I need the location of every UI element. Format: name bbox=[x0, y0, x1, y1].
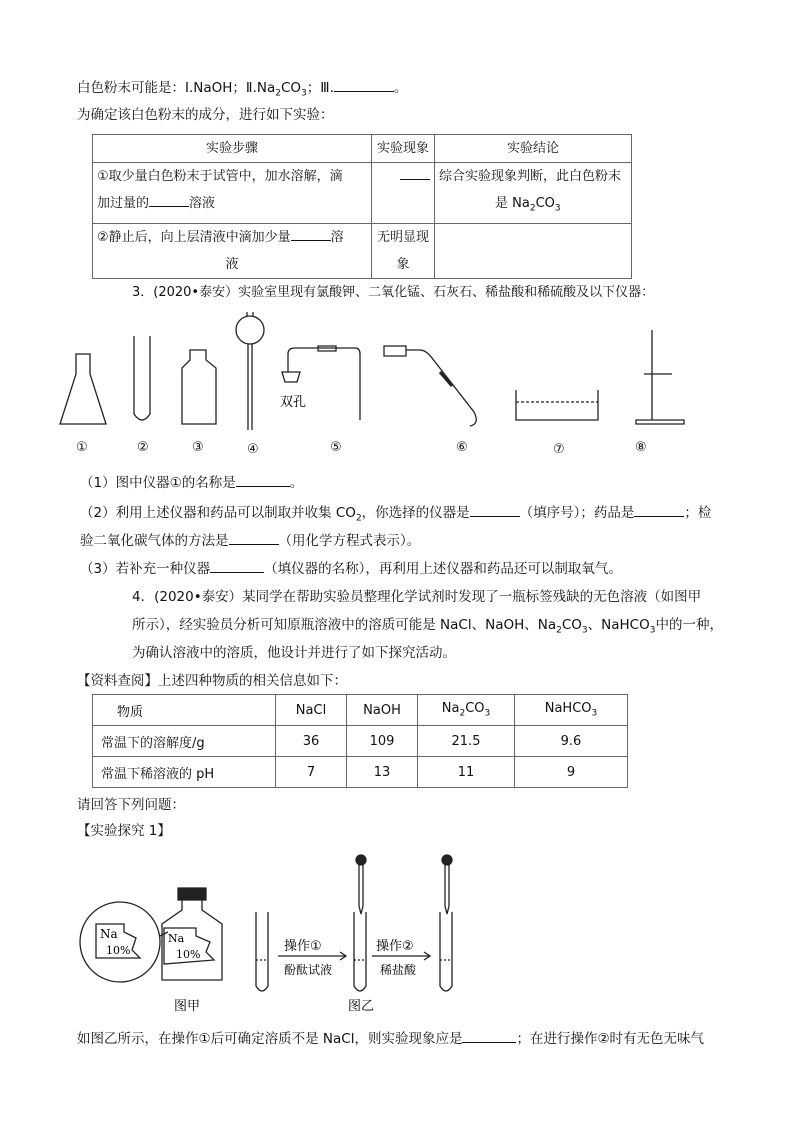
info-title: 【资料查阅】上述四种物质的相关信息如下： bbox=[77, 673, 347, 689]
row2-step: ②静止后，向上层清液中滴加少量 溶 液 bbox=[93, 223, 372, 278]
reagent-bottle-icon bbox=[178, 888, 206, 900]
header-step: 实验步骤 bbox=[93, 135, 372, 163]
answer-blank[interactable] bbox=[236, 472, 290, 487]
row1-step: ①取少量白色粉末于试管中，加水溶解，滴 加过量的 溶液 bbox=[93, 163, 372, 224]
table-row: 常温下稀溶液的 pH 7 13 11 9 bbox=[93, 757, 628, 788]
q4-line3: 为确认溶液中的溶质，他设计并进行了如下探究活动。 bbox=[132, 645, 456, 661]
q3-part3: （3）若补充一种仪器 （填仪器的名称），再利用上述仪器和药品还可以制取氧气。 bbox=[80, 558, 622, 578]
apparatus-number-3: ③ bbox=[192, 440, 204, 455]
apparatus-figure bbox=[0, 0, 794, 470]
apparatus-number-7: ⑦ bbox=[553, 442, 565, 457]
apparatus-number-8: ⑧ bbox=[635, 440, 647, 455]
q4-line2: 所示），经实验员分析可知原瓶溶液中的溶质可能是 NaCl、NaOH、$Na_2CO_3$、NaHCO$_3$中的一种， bbox=[132, 617, 723, 636]
final-question-line: 如图乙所示，在操作①后可确定溶质不是 NaCl，则实验现象应是 ；在进行操作②时有无色无味气 bbox=[77, 1028, 704, 1048]
apparatus-number-5: ⑤ bbox=[330, 440, 342, 455]
answer-blank[interactable] bbox=[470, 502, 520, 517]
col-nacl: NaCl bbox=[276, 695, 347, 726]
stopper-tube-icon bbox=[282, 372, 300, 382]
col-substance: 物质 bbox=[93, 695, 276, 726]
magnified-pct-text: 10% bbox=[106, 944, 131, 957]
dropper-icon bbox=[442, 855, 452, 865]
exp-title: 【实验探究 1】 bbox=[77, 823, 171, 839]
answer-blank[interactable] bbox=[229, 530, 279, 545]
answer-blank[interactable] bbox=[210, 558, 264, 573]
iron-stand-icon bbox=[636, 330, 684, 424]
magnified-na-text: Na bbox=[100, 927, 118, 941]
figure-b-caption: 图乙 bbox=[348, 999, 375, 1014]
operation-2-reagent: 稀盐酸 bbox=[380, 963, 417, 977]
water-trough-icon bbox=[516, 390, 598, 420]
apparatus-number-1: ① bbox=[76, 440, 88, 455]
q3-intro: 3．(2020•泰安）实验室里现有氯酸钾、二氧化锰、石灰石、稀盐酸和稀硫酸及以下仪器： bbox=[132, 285, 655, 300]
header-conclusion: 实验结论 bbox=[435, 135, 632, 163]
col-nahco3: NaHCO$_3$ bbox=[515, 695, 628, 726]
magnified-label-icon bbox=[80, 902, 160, 982]
row2-phenomenon: 无明显现 象 bbox=[372, 223, 435, 278]
answer-blank[interactable] bbox=[634, 502, 684, 517]
bottle-na-text: Na bbox=[168, 932, 185, 945]
bottle-pct-text: 10% bbox=[176, 948, 201, 961]
funnel-icon bbox=[236, 316, 264, 344]
conical-flask-icon bbox=[60, 354, 106, 424]
answer-prompt: 请回答下列问题： bbox=[77, 797, 185, 813]
q3-part2b: 验二氧化碳气体的方法是 （用化学方程式表示）。 bbox=[80, 530, 420, 550]
table-row: 常温下的溶解度/g 36 109 21.5 9.6 bbox=[93, 726, 628, 757]
answer-options-line: 白色粉末可能是：Ⅰ.NaOH；$Ⅱ.Na_2CO_3$；Ⅲ. 。 bbox=[77, 77, 407, 103]
operation-1-reagent: 酚酞试液 bbox=[284, 963, 333, 977]
col-na2co3: $Na_2CO_3$ bbox=[418, 695, 515, 726]
stopper-label: 双孔 bbox=[280, 395, 307, 410]
test-tube-icon bbox=[256, 912, 268, 991]
answer-blank[interactable] bbox=[462, 1028, 516, 1043]
experiment-intro: 为确定该白色粉末的成分，进行如下实验： bbox=[77, 107, 334, 123]
q3-part1: （1）图中仪器①的名称是 。 bbox=[80, 472, 303, 492]
properties-table bbox=[92, 694, 628, 788]
operation-2-label: 操作② bbox=[376, 939, 414, 954]
operation-1-label: 操作① bbox=[284, 939, 322, 954]
apparatus-number-6: ⑥ bbox=[456, 440, 468, 455]
experiment-figure bbox=[0, 840, 794, 1020]
gas-bottle-icon bbox=[182, 350, 216, 424]
col-naoh: NaOH bbox=[347, 695, 418, 726]
header-phenomenon: 实验现象 bbox=[372, 135, 435, 163]
q3-part2: （2）利用上述仪器和药品可以制取并收集 $CO_2$，你选择的仪器是 （填序号）；药品是 ；检 bbox=[80, 502, 711, 528]
test-tube-icon bbox=[134, 336, 150, 420]
q4-line1: 4．(2020•泰安）某同学在帮助实验员整理化学试剂时发现了一瓶标签残缺的无色溶液（如图甲 bbox=[132, 589, 702, 605]
dropper-icon bbox=[356, 855, 366, 865]
figure-a-caption: 图甲 bbox=[174, 999, 201, 1014]
row1-conclusion: 综合实验现象判断，此白色粉末 是 $Na_2CO_3$ bbox=[435, 163, 632, 224]
apparatus-number-4: ④ bbox=[247, 442, 259, 457]
long-tube-icon bbox=[384, 346, 406, 356]
apparatus-number-2: ② bbox=[137, 440, 149, 455]
